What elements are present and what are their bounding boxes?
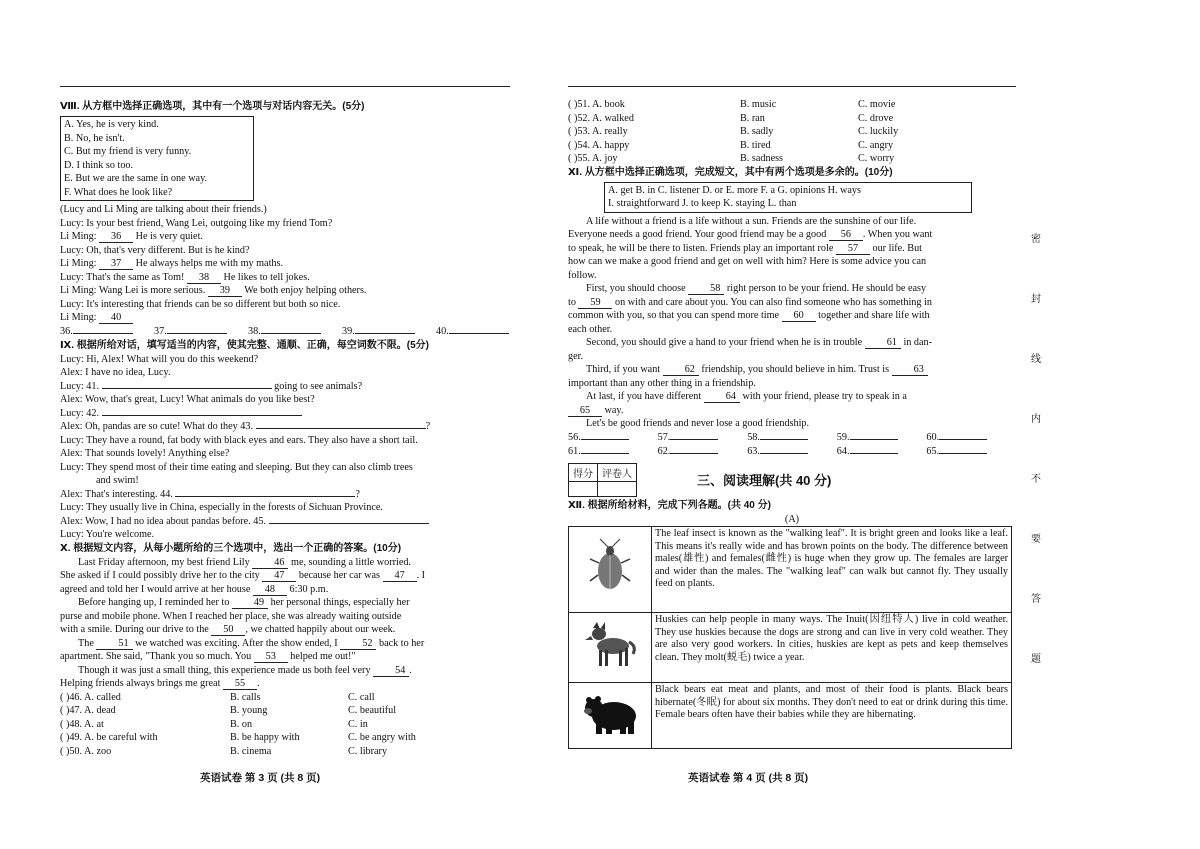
- dialog-line: Li Ming: Wang Lei is more serious. 39 We both enjoy helping others.: [60, 285, 367, 296]
- passage-line: 65 way.: [568, 404, 1016, 418]
- blank-38[interactable]: 38: [187, 272, 221, 284]
- blank-43[interactable]: [256, 428, 426, 429]
- choice-row-53[interactable]: ( )53. A. really B. sadly C. luckily: [568, 126, 899, 137]
- option-f: F. What does he look like?: [64, 186, 173, 198]
- dialog-line: Lucy: They spend most of their time eating and sleeping. But they can also climb trees: [60, 461, 413, 473]
- word-box: A. get B. in C. listener D. or E. more F. a G. opinions H. ways I. straightforward J. to keep K. staying L. than: [604, 182, 972, 213]
- answer-row-36-40[interactable]: 36. 37. 38. 39. 40.: [60, 325, 530, 339]
- passage-line: At last, if you have different 64 with your friend, please try to speak in a: [586, 391, 907, 402]
- husky-image: [569, 613, 652, 683]
- blank-41[interactable]: [102, 388, 272, 389]
- blank-45[interactable]: [269, 523, 429, 524]
- dialog-line: Lucy: 41. going to see animals?: [60, 380, 363, 392]
- blank-42[interactable]: [102, 415, 302, 416]
- cloze-line: Before hanging up, I reminded her to 49 her personal things, especially her: [78, 597, 410, 608]
- black-bear-image: [569, 683, 652, 749]
- options-box: [60, 116, 254, 201]
- page-3: [60, 100, 530, 758]
- dialog-line: Alex: Wow, that's great, Lucy! What animals do you like best?: [60, 394, 315, 405]
- choice-row-50[interactable]: ( )50. A. zoo B. cinema C. library: [60, 745, 388, 757]
- section-9-title: Ⅸ. 根据所给对话，填写适当的内容，使其完整、通顺、正确，每空词数不限。(5分): [60, 339, 429, 351]
- dialog-line: and swim!: [96, 475, 139, 486]
- choice-row-52[interactable]: ( )52. A. walked B. ran C. drove: [568, 112, 894, 124]
- dialog-line: Alex: That's interesting. 44. ?: [60, 488, 360, 500]
- dialog-line: Lucy: Is your best friend, Wang Lei, outgoing like my friend Tom?: [60, 217, 333, 229]
- section-8-title: Ⅷ. 从方框中选择正确选项，其中有一个选项与对话内容无关。(5分): [60, 101, 365, 112]
- passage-line: First, you should choose 58 right person to be your friend. He should be easy: [586, 283, 927, 294]
- blank-36[interactable]: 36: [99, 231, 133, 243]
- passage-line: each other.: [568, 323, 613, 335]
- cloze-line: with a smile. During our drive to the 50 , we chatted happily about our week.: [60, 624, 396, 635]
- passage-line: how can we make a good friend and get on well with him? Here is some advice you can: [568, 256, 927, 267]
- black-bear-icon: [580, 688, 640, 738]
- cloze-line: The 51 we watched was exciting. After the show ended, I 52 back to her: [78, 637, 425, 649]
- top-rule-right: [568, 86, 1016, 87]
- choice-row-46[interactable]: ( )46. A. called B. calls C. call: [60, 691, 375, 703]
- cloze-line: purse and mobile phone. When I reached her place, she was already waiting outside: [60, 610, 402, 622]
- option-b: B. No, he isn't.: [64, 132, 125, 144]
- section-10-title: Ⅹ. 根据短文内容，从每小题所给的三个选项中，选出一个正确的答案。(10分): [60, 542, 402, 554]
- dialog-line: Li Ming: 37 He always helps me with my maths.: [60, 258, 284, 269]
- reading-table: [568, 526, 1012, 749]
- dialog-line: Lucy: Oh, that's very different. But is he kind?: [60, 244, 250, 256]
- option-e: E. But we are the same in one way.: [64, 173, 208, 184]
- blank-44[interactable]: [175, 496, 355, 497]
- dialog-line: Lucy: You're welcome.: [60, 529, 155, 540]
- option-d: D. I think so too.: [64, 159, 134, 171]
- leaf-insect-icon: [588, 537, 632, 597]
- seal-line-notice: 密 封 线 内 不 要 答 题: [1031, 234, 1041, 665]
- blank-40[interactable]: 40: [99, 312, 133, 324]
- passage-line: Second, you should give a hand to your friend when he is in trouble 61 in dan-: [586, 337, 933, 348]
- blank-37[interactable]: 37: [99, 258, 133, 270]
- cloze-line: agreed and told her I would arrive at her house 48 6:30 p.m.: [60, 583, 329, 595]
- page-4: [568, 98, 1016, 749]
- choice-row-51[interactable]: ( )51. A. book B. music C. movie: [568, 99, 896, 110]
- husky-icon: [583, 620, 637, 670]
- passage-line: Everyone needs a good friend. Your good friend may be a good 56 . When you want: [568, 229, 933, 240]
- dialog-line: Alex: Wow, I had no idea about pandas before. 45.: [60, 515, 530, 529]
- passage-line: Third, if you want 62 friendship, you should believe in him. Trust is 63: [568, 363, 1016, 377]
- part-3-title: 三、阅读理解(共 40 分): [697, 473, 832, 488]
- dialog-line: Alex: That sounds lovely! Anything else?: [60, 448, 230, 459]
- dialog-line: Alex: Oh, pandas are so cute! What do they 43. ?: [60, 421, 431, 432]
- answer-row-56-60[interactable]: 56. 57. 58. 59. 60.: [568, 431, 1016, 445]
- dialog-line: Lucy: They usually live in China, especially in the forests of Sichuan Province.: [60, 502, 383, 513]
- reading-text-black-bears: Black bears eat meat and plants, and most of their food is plants. Black bears hibernate(冬眠) for about six months. They don't need to eat or drink during this time. Female bears often have their babies while they are hibernating.: [652, 683, 1012, 749]
- section-12-title: Ⅻ. 根据所给材料，完成下列各题。(共 40 分): [568, 499, 771, 511]
- passage-line: Let's be good friends and never lose a good friendship.: [586, 418, 810, 429]
- cloze-line: apartment. She said, "Thank you so much. You 53 helped me out!": [60, 651, 356, 662]
- passage-line: common with you, so that you can spend more time 60 together and share life with: [568, 310, 930, 321]
- cloze-line: She asked if I could possibly drive her to the city 47 because her car was 47 . I: [60, 570, 426, 581]
- section-11-title: Ⅺ. 从方框中选择正确选项，完成短文，其中有两个选项是多余的。(10分): [568, 166, 893, 178]
- choice-row-47[interactable]: ( )47. A. dead B. young C. beautiful: [60, 705, 397, 716]
- dialog-line: Lucy: They have a round, fat body with black eyes and ears. They also have a short tail.: [60, 434, 418, 446]
- leaf-insect-image: [569, 527, 652, 613]
- passage-line: important than any other thing in a friendship.: [568, 377, 756, 389]
- cloze-line: Last Friday afternoon, my best friend Lily 46 me, sounding a little worried.: [78, 556, 411, 568]
- dialog-line: Lucy: That's the same as Tom! 38 He likes to tell jokes.: [60, 271, 310, 283]
- choice-row-55[interactable]: ( )55. A. joy B. sadness C. worry: [568, 153, 895, 164]
- reading-text-leaf-insect: The leaf insect is known as the "walking leaf". It is bright green and looks like a leaf. This means it's really wide and has brown points on the body. The difference between males(雄性) and females(雌性) is huge when they grow up. The females are larger and wider than the males. The "walking leaf" can walk but cannot fly. They usually feed on plants.: [652, 527, 1012, 613]
- dialog-line: Lucy: 42.: [60, 407, 530, 421]
- dialog-line: Li Ming: 36 He is very quiet.: [60, 231, 203, 242]
- footer-page-3: 英语试卷 第 3 页 (共 8 页): [200, 772, 321, 784]
- subsection-a: (A): [784, 513, 800, 525]
- option-c: C. But my friend is very funny.: [64, 146, 192, 157]
- choice-row-49[interactable]: ( )49. A. be careful with B. be happy with C. be angry with: [60, 732, 416, 743]
- dialog-intro: (Lucy and Li Ming are talking about their friends.): [60, 204, 267, 215]
- cloze-line: Though it was just a small thing, this experience made us both feel very 54 .: [78, 664, 412, 676]
- option-a: A. Yes, he is very kind.: [64, 119, 159, 130]
- footer-page-4: 英语试卷 第 4 页 (共 8 页): [688, 772, 809, 784]
- reading-text-huskies: Huskies can help people in many ways. The Inuit(因纽特人) live in cold weather. They use huskies because the dogs are strong and can live in very cold weather. They are also very good workers. In cities, huskies are kept as pets and keep themselves clean. They molt(蜕毛) twice a year.: [652, 613, 1012, 683]
- top-rule-left: [60, 86, 510, 87]
- passage-line: to speak, he will be there to listen. Friends play an important role 57 our life. But: [568, 242, 922, 254]
- cloze-line: Helping friends always brings me great 55 .: [60, 678, 260, 689]
- answer-row-61-65[interactable]: 61. 62. 63. 64. 65.: [568, 445, 1016, 459]
- dialog-line: Li Ming: 40: [60, 311, 530, 325]
- dialog-line: Lucy: It's interesting that friends can be so different but both so nice.: [60, 298, 341, 310]
- score-box: 得分 评卷人 三、阅读理解(共 40 分): [568, 463, 1016, 497]
- choice-row-54[interactable]: ( )54. A. happy B. tired C. angry: [568, 139, 894, 151]
- passage-line: follow.: [568, 269, 597, 281]
- dialog-line: Alex: I have no idea, Lucy.: [60, 367, 171, 378]
- passage-line: A life without a friend is a life without a sun. Friends are the sunshine of our life.: [586, 215, 917, 227]
- passage-line: to 59 on with and care about you. You can also find someone who has something in: [568, 296, 932, 308]
- choice-row-48[interactable]: ( )48. A. at B. on C. in: [60, 718, 368, 730]
- dialog-line: Lucy: Hi, Alex! What will you do this weekend?: [60, 353, 259, 365]
- blank-39[interactable]: 39: [208, 285, 242, 297]
- passage-line: ger.: [568, 350, 583, 362]
